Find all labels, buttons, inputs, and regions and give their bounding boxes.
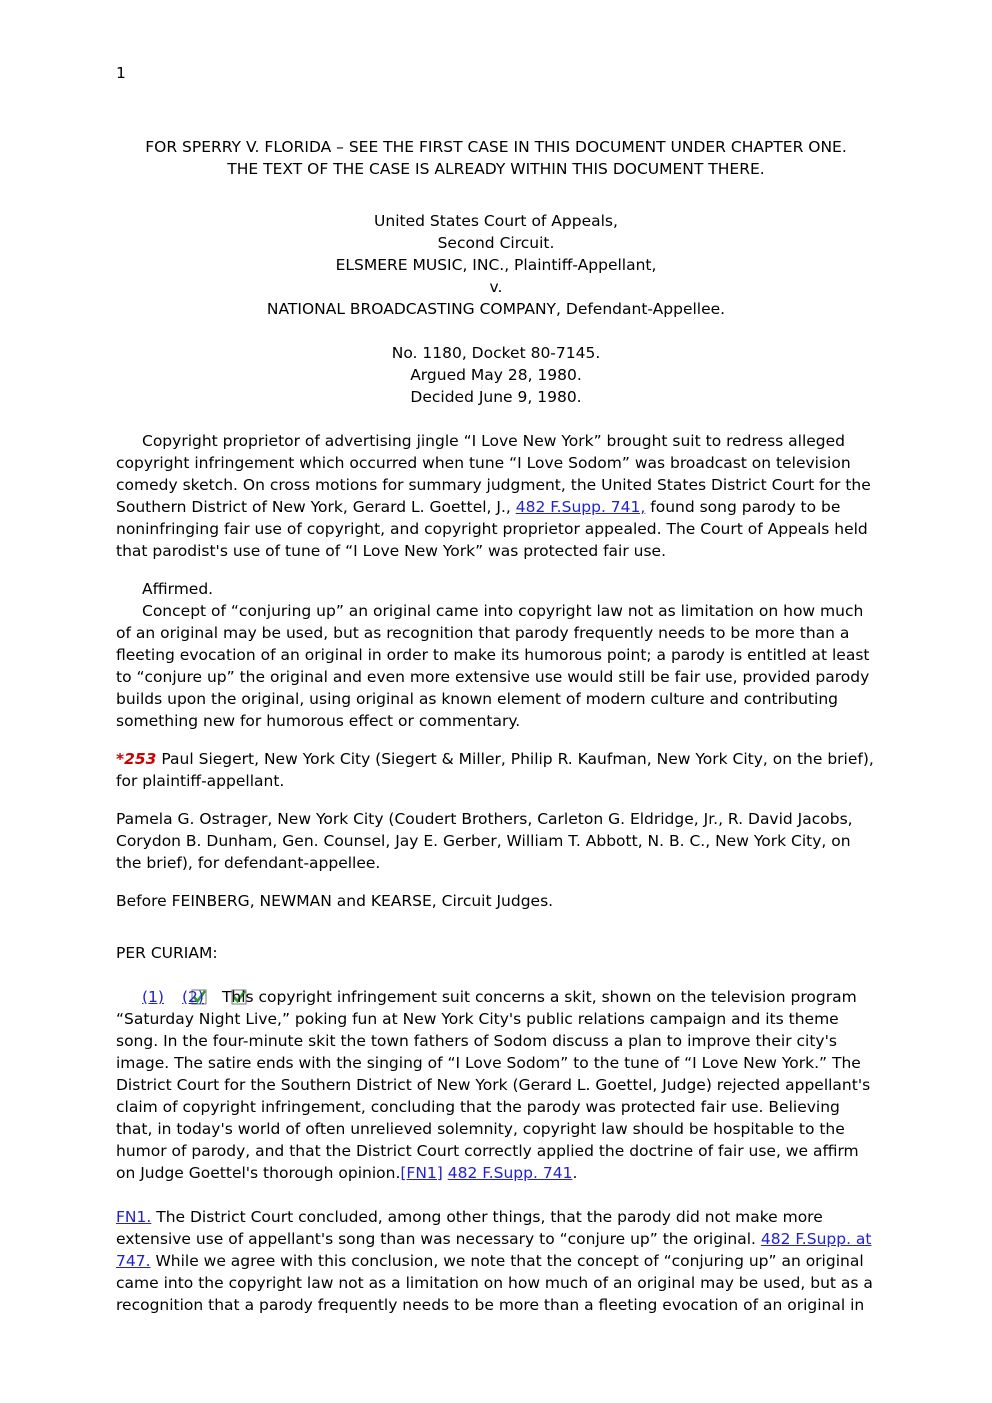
synopsis-text-part-1: Copyright proprietor of advertising jingle “I Love New York” brought suit to redress alleged copyright infringement which occurred when tune “I Love Sodom” was broadcast on television comedy sketch. On cross motions for summary judgment, the United States District Court for the Southern District of New York, Gerard L. Goettel, J., <box>116 432 871 516</box>
docket-info <box>116 342 876 408</box>
header-note-line-1: FOR SPERRY V. FLORIDA – SEE THE FIRST CASE IN THIS DOCUMENT UNDER CHAPTER ONE. <box>145 138 847 156</box>
opinion-paragraph <box>116 986 876 1184</box>
per-curiam-label: PER CURIAM: <box>116 944 218 962</box>
counsel-appellant-text: Paul Siegert, New York City (Siegert & Miller, Philip R. Kaufman, New York City, on the brief), for plaintiff-appellant. <box>116 750 874 790</box>
caption-line-4: v. <box>489 278 503 296</box>
before-judges-line: Before FEINBERG, NEWMAN and KEARSE, Circuit Judges. <box>116 892 554 910</box>
page-number: 1 <box>116 64 126 82</box>
footnote-citation-link[interactable]: 482 F.Supp. at 747. <box>116 1230 872 1270</box>
caption-line-1: United States Court of Appeals, <box>374 212 618 230</box>
checkmark-icon-1 <box>165 989 181 1005</box>
headnote-marker-2[interactable]: (2) <box>181 988 204 1006</box>
opinion-text: This copyright infringement suit concerns a skit, shown on the television program “Saturday Night Live,” poking fun at New York City's public relations campaign and its theme song. In the four-minute skit the town fathers of Sodom discuss a plan to improve their city's image. The satire ends with the singing of “I Love Sodom” to the tune of “I Love New York.” The District Court for the Southern District of New York (Gerard L. Goettel, Judge) rejected appellant's claim of copyright infringement, concluding that the parody was protected fair use. Believing that, in today's world of often unrelieved solemnity, copyright law should be hospitable to the humor of parody, and that the District Court correctly applied the doctrine of fair use, we affirm on Judge Goettel's thorough opinion. <box>116 988 871 1182</box>
synopsis-text-part-2: found song parody to be noninfringing fair use of copyright, and copyright proprietor appealed. The Court of Appeals held that parodist's use of tune of “I Love New York” was protected fair use. <box>116 498 868 560</box>
caption-line-2: Second Circuit. <box>437 234 555 252</box>
counsel-appellee-paragraph: Pamela G. Ostrager, New York City (Coudert Brothers, Carleton G. Eldridge, Jr., R. David Jacobs, Corydon B. Dunham, Gen. Counsel, Jay E. Gerber, William T. Abbott, N. B. C., New York City, on the brief), for defendant-appellee. <box>116 810 853 872</box>
footnote-label-link[interactable]: FN1. <box>116 1208 152 1226</box>
header-note-line-2: THE TEXT OF THE CASE IS ALREADY WITHIN THIS DOCUMENT THERE. <box>227 160 765 178</box>
synopsis-citation-link[interactable]: 482 F.Supp. 741, <box>515 498 646 516</box>
star-page-marker: *253 <box>116 750 157 768</box>
argued-date: Argued May 28, 1980. <box>410 366 582 384</box>
affirmed-line: Affirmed. <box>142 580 214 598</box>
opinion-citation-link[interactable]: 482 F.Supp. 741 <box>447 1164 573 1182</box>
opinion-text-end: . <box>572 1164 578 1182</box>
caption-line-3: ELSMERE MUSIC, INC., Plaintiff-Appellant, <box>335 256 657 274</box>
footnote-text-part-1: The District Court concluded, among other things, that the parody did not make more extensive use of appellant's song than was necessary to “conjure up” the original. <box>116 1208 823 1248</box>
synopsis-paragraph <box>116 430 876 562</box>
counsel-appellant-paragraph <box>116 748 876 792</box>
headnote-paragraph: Concept of “conjuring up” an original came into copyright law not as limitation on how much of an original may be used, but as recognition that parody frequently needs to be more than a fleeting evocation of an original in order to make its humorous point; a parody is entitled at least to “conjure up” the original and even more extensive use would still be fair use, provided parody builds upon the original, using original as known element of modern culture and contributing something new for humorous effect or commentary. <box>116 602 870 730</box>
case-caption <box>116 210 876 320</box>
caption-line-5: NATIONAL BROADCASTING COMPANY, Defendant-Appellee. <box>266 300 726 318</box>
header-note <box>116 136 876 180</box>
footnote-reference-link[interactable]: [FN1] <box>400 1164 443 1182</box>
docket-number: No. 1180, Docket 80-7145. <box>391 344 601 362</box>
footnote-1 <box>116 1206 876 1316</box>
footnote-text-part-2: While we agree with this conclusion, we note that the concept of “conjuring up” an original came into the copyright law not as a limitation on how much of an original may be used, but as a recognition that a parody frequently needs to be more than a fleeting evocation of an original in <box>116 1252 873 1314</box>
decided-date: Decided June 9, 1980. <box>410 388 582 406</box>
headnote-marker-1[interactable]: (1) <box>142 988 164 1006</box>
checkmark-icon-2 <box>205 989 221 1005</box>
